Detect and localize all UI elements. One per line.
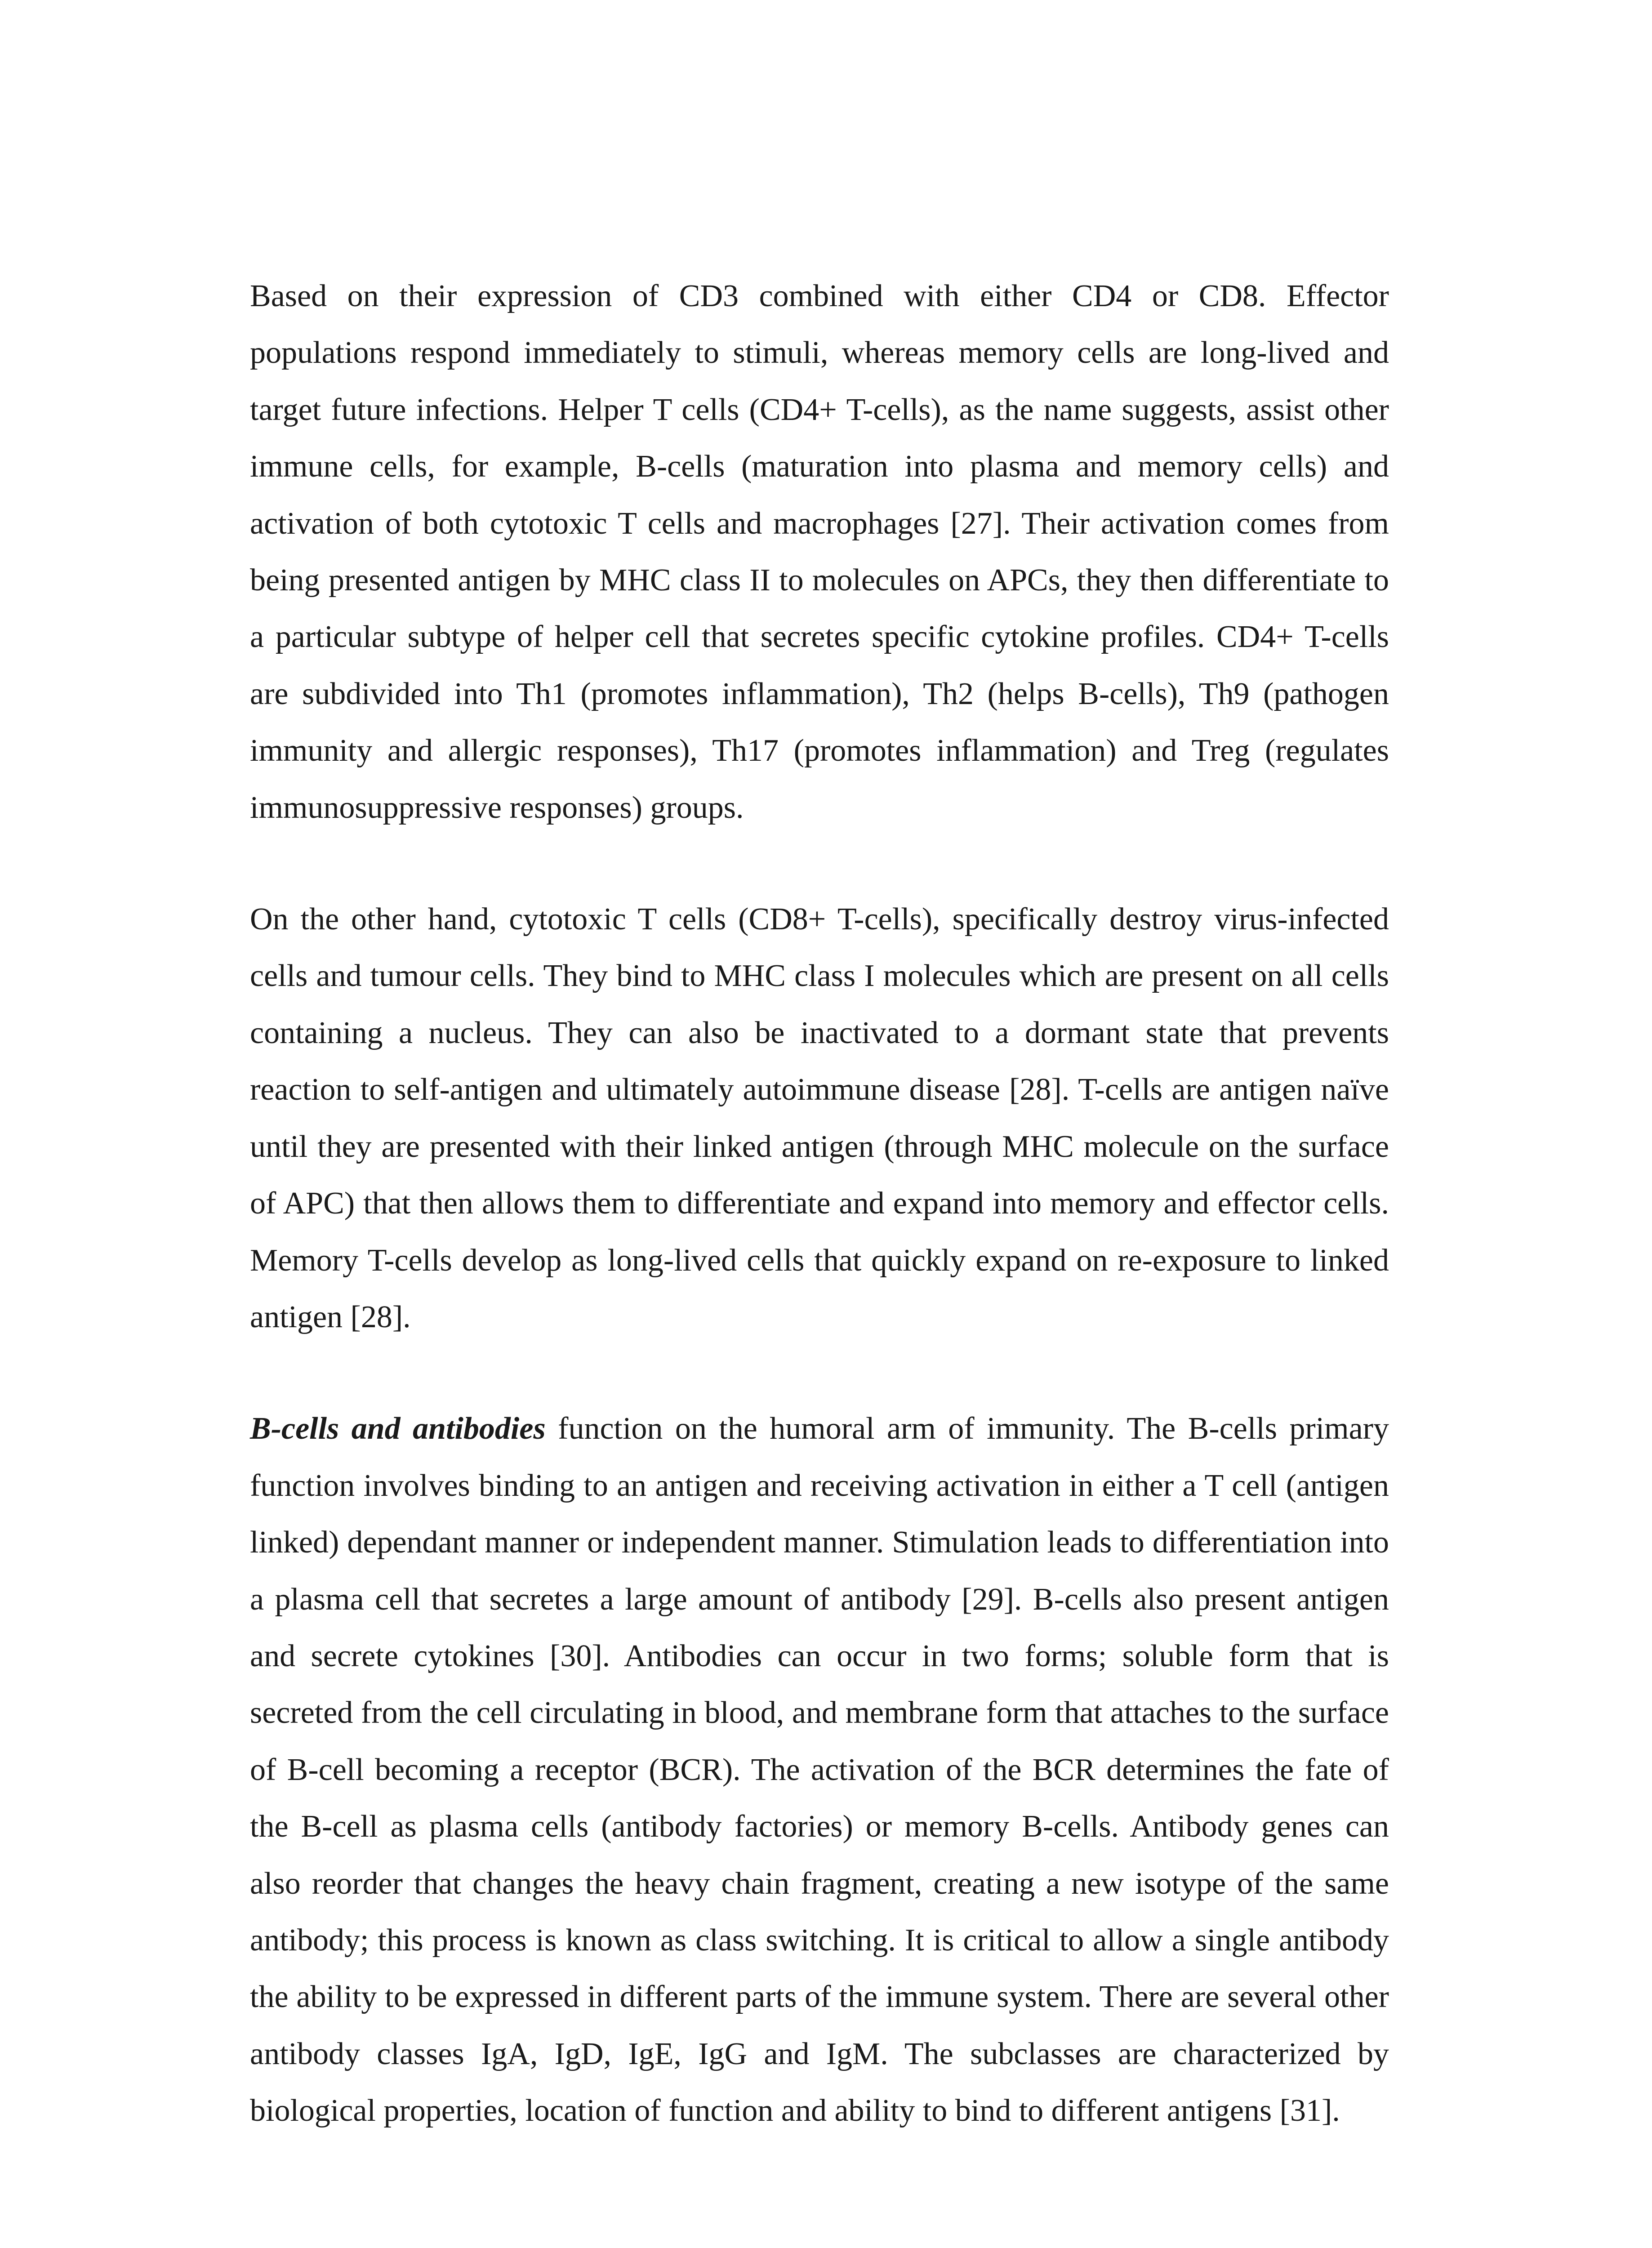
paragraph-t-cell-subsets: [250, 268, 1389, 836]
paragraph-text: On the other hand, cytotoxic T cells (CD8+ T-cells), specifically destroy virus-infected cells and tumour cells. They bind to MHC class I molecules which are present on all cells containing a nucleus. They can also be inactivated to a dormant state that prevents reaction to self-antigen and ultimately autoimmune disease [28]. T-cells are antigen naïve until they are presented with their linked antigen (through MHC molecule on the surface of APC) that then allows them to differentiate and expand into memory and effector cells. Memory T-cells develop as long-lived cells that quickly expand on re-exposure to linked antigen [28].: [250, 902, 1389, 1334]
paragraph-text: function on the humoral arm of immunity. The B-cells primary function involves binding to an antigen and receiving activation in either a T cell (antigen linked) dependant manner or independent manner. Stimulation leads to differentiation into a plasma cell that secretes a large amount of antibody [29]. B-cells also present antigen and secrete cytokines [30]. Antibodies can occur in two forms; soluble form that is secreted from the cell circulating in blood, and membrane form that attaches to the surface of B-cell becoming a receptor (BCR). The activation of the BCR determines the fate of the B-cell as plasma cells (antibody factories) or memory B-cells. Antibody genes can also reorder that changes the heavy chain fragment, creating a new isotype of the same antibody; this process is known as class switching. It is critical to allow a single antibody the ability to be expressed in different parts of the immune system. There are several other antibody classes IgA, IgD, IgE, IgG and IgM. The subclasses are characterized by biological properties, location of function and ability to bind to different antigens [31].: [250, 1411, 1389, 2128]
run-in-heading: B-cells and antibodies: [250, 1411, 546, 1446]
paragraph-b-cells-antibodies: [250, 1401, 1389, 2139]
page-body: [250, 268, 1389, 2140]
paragraph-text: Based on their expression of CD3 combined with either CD4 or CD8. Effector populations respond immediately to stimuli, whereas memory cells are long-lived and target future infections. Helper T cells (CD4+ T-cells), as the name suggests, assist other immune cells, for example, B-cells (maturation into plasma and memory cells) and activation of both cytotoxic T cells and macrophages [27]. Their activation comes from being presented antigen by MHC class II to molecules on APCs, they then differentiate to a particular subtype of helper cell that secretes specific cytokine profiles. CD4+ T-cells are subdivided into Th1 (promotes inflammation), Th2 (helps B-cells), Th9 (pathogen immunity and allergic responses), Th17 (promotes inflammation) and Treg (regulates immunosuppressive responses) groups.: [250, 279, 1389, 825]
paragraph-cytotoxic-t-cells: [250, 891, 1389, 1346]
